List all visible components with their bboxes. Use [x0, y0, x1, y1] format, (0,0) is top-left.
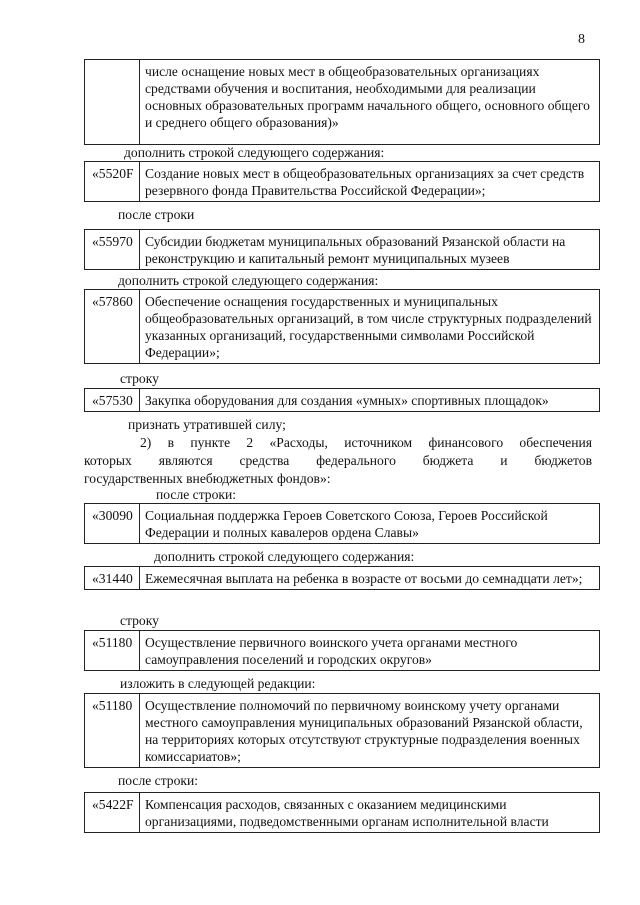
description-cell: Осуществление первичного воинского учета органами местного самоуправления поселений и городских округов» — [140, 631, 600, 671]
table-row — [85, 793, 600, 833]
code-cell: «51180 — [85, 694, 140, 768]
code-cell: «55970 — [85, 230, 140, 270]
code-cell: «5422F — [85, 793, 140, 833]
instruction-add-line: дополнить строкой следующего содержания: — [124, 145, 385, 160]
code-table-51180-new — [84, 693, 600, 768]
table-row — [85, 694, 600, 768]
instruction-after-line: после строки — [118, 207, 195, 222]
description-cell: Социальная поддержка Героев Советского Союза, Героев Российской Федерации и полных кавалеров ордена Славы» — [140, 504, 600, 544]
description-cell: Осуществление полномочий по первичному воинскому учету органами местного самоуправления муниципальных образований Рязанской области, на территориях которых отсутствуют структурные подразделения военных комиссариатов»; — [140, 694, 600, 768]
page-number: 8 — [578, 32, 585, 47]
description-cell: числе оснащение новых мест в общеобразовательных организациях средствами обучения и воспитания, необходимыми для реализации основных образовательных программ начального общего, основного общего и среднего общего образования)» — [140, 60, 600, 145]
description-cell: Ежемесячная выплата на ребенка в возрасте от восьми до семнадцати лет»; — [140, 567, 600, 590]
paragraph-line: государственных внебюджетных фондов»: — [84, 471, 331, 486]
instruction-after-line: после строки: — [118, 773, 199, 788]
instruction-add-line: дополнить строкой следующего содержания: — [118, 273, 379, 288]
table-row — [85, 162, 600, 202]
table-row — [85, 389, 600, 412]
code-cell: «5520F — [85, 162, 140, 202]
code-cell: «51180 — [85, 631, 140, 671]
table-row — [85, 567, 600, 590]
table-row — [85, 60, 600, 145]
instruction-line: строку — [120, 371, 159, 386]
table-row — [85, 504, 600, 544]
code-table-5520F — [84, 161, 600, 202]
description-cell: Субсидии бюджетам муниципальных образований Рязанской области на реконструкцию и капитальный ремонт муниципальных музеев — [140, 230, 600, 270]
paragraph-line: 2) в пункте 2 «Расходы, источником финансового обеспечения — [140, 435, 592, 450]
instruction-line: строку — [120, 613, 159, 628]
description-cell: Закупка оборудования для создания «умных» спортивных площадок» — [140, 389, 600, 412]
code-cell: «30090 — [85, 504, 140, 544]
instruction-add-line: дополнить строкой следующего содержания: — [154, 549, 415, 564]
code-table-57530 — [84, 388, 600, 412]
code-table-30090 — [84, 503, 600, 544]
code-table-55970 — [84, 229, 600, 270]
instruction-invalid: признать утратившей силу; — [128, 417, 286, 432]
code-cell: «31440 — [85, 567, 140, 590]
code-cell: «57530 — [85, 389, 140, 412]
code-table-continuation — [84, 59, 600, 145]
code-table-57860 — [84, 289, 600, 364]
code-table-31440 — [84, 566, 600, 590]
paragraph-line: которых являются средства федерального бюджета и бюджетов — [84, 453, 592, 468]
code-table-5422F — [84, 792, 600, 833]
table-row — [85, 631, 600, 671]
table-row — [85, 230, 600, 270]
code-table-51180-old — [84, 630, 600, 671]
instruction-restate: изложить в следующей редакции: — [120, 676, 316, 691]
code-cell — [85, 60, 140, 145]
table-row — [85, 290, 600, 364]
description-cell: Обеспечение оснащения государственных и муниципальных общеобразовательных организаций, в том числе структурных подразделений указанных организаций, государственными символами Российской Федерации»; — [140, 290, 600, 364]
instruction-after-line: после строки: — [156, 487, 237, 502]
description-cell: Компенсация расходов, связанных с оказанием медицинскими организациями, подведомственными органам исполнительной власти — [140, 793, 600, 833]
code-cell: «57860 — [85, 290, 140, 364]
description-cell: Создание новых мест в общеобразовательных организациях за счет средств резервного фонда Правительства Российской Федерации»; — [140, 162, 600, 202]
